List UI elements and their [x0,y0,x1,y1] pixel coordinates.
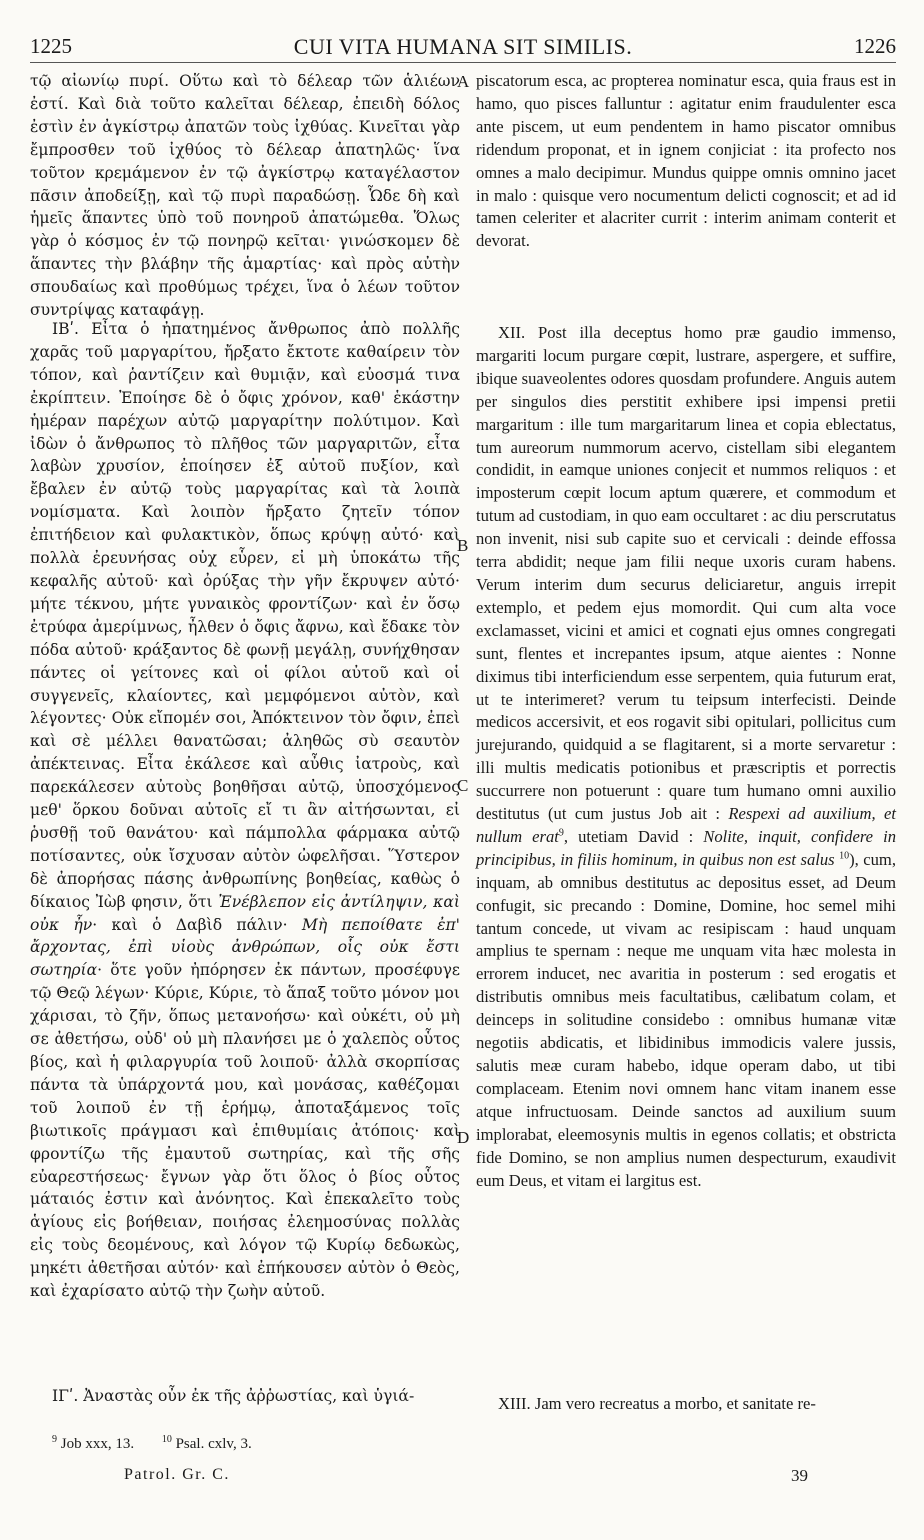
greek-paragraph-3: ΙΓʹ. Ἀναστὰς οὖν ἐκ τῆς ἀῤῥωστίας, καὶ ὑγιά- [52,1387,415,1405]
latin-quote-job: Respexi ad auxilium, et nullum erat [476,804,896,846]
greek-text: ΙΒʹ. Εἶτα ὁ ἠπατημένος ἄνθρωπος ἀπὸ πολλῆς χαρᾶς τοῦ μαργαρίτου, ἤρξατο ἔκτοτε καθαίρειν τὸν τόπον, καὶ ῥαντίζειν καὶ θυμιᾷν, καὶ εὐοσμά τινα ἐκρίπτειν. Ἐποίησε δὲ ὁ ὄφις χρόνον, καθ' ἑκάστην ἡμέραν παρέχων αὐτῷ μαργαρίτην πολύτιμον. Καὶ ἰδὼν ὁ ἄνθρωπος τὸ πλῆθος τῶν μαργαριτῶν, εἶτα λαβὼν χρυσίον, ἐποίησεν ἐξ αὐτοῦ πυξίον, καὶ ἔβαλεν ἐν αὐτῷ τοὺς μαργαρίτας καὶ τὰ λοιπὰ νομίσματα. Καὶ λοιπὸν ἤρξατο ζητεῖν τόπον ἐπιτήδειον καὶ φυλακτικὸν, ὅπως κρύψῃ αὐτό· καὶ πολλὰ ἐρευνήσας οὐχ εὗρεν, εἰ μὴ ὑποκάτω τῆς κεφαλῆς αὐτοῦ· καὶ ὀρύξας τὴν γῆν ἔκρυψεν αὐτό· μήτε τέκνου, μήτε γυναικὸς φροντίζων· καὶ ἐν ὅσῳ ἐτρύφα ἀμερίμνως, ἦλθεν ὁ ὄφις ἄφνω, καὶ ἔδακε τὸν πόδα αὐτοῦ· κράξαντος δὲ φωνῇ μεγάλῃ, συνήχθησαν πάντες οἱ γείτονες καὶ οἱ φίλοι αὐτοῦ καὶ οἱ συγγενεῖς, κλαίοντες, καὶ μεμφόμενοι αὐτὸν, καὶ λέγοντες· Οὐκ εἴπομέν σοι, Ἀπόκτεινον τὸν ὄφιν, ἐπεὶ καὶ σὲ μέλλει θανατῶσαι; ἀληθῶς σὺ σεαυτὸν ἀπέκτεινας. Εἶτα ἐκάλεσε καὶ αὖθις ἰατροὺς, καὶ παρεκάλεσεν αὐτοὺς βοηθῆσαι αὐτῷ, ὑποσχόμενος μεθ' ὅρκου δοῦναι αὐτοῖς εἴ τι ἂν αἰτήσωνται, εἰ ῥυσθῇ τοῦ θανάτου· καὶ πάμπολλα φάρμακα αὐτῷ ποτίσαντες, οὐκ ἴσχυσαν αὐτὸν ὠφελῆσαι. Ὕστερον δὲ ἀπορήσας πάσης ἀνθρωπίνης βοηθείας, καθὼς ὁ δίκαιος Ἰὼβ φησιν, ὅτι [30,320,460,911]
greek-quote-psalm: Μὴ πεποίθατε ἐπ' ἄρχοντας, ἐπὶ υἱοὺς ἀνθρώπων, οἷς οὐκ ἔστι σωτηρία [30,915,460,980]
footnote-9-mark: 9 [52,1434,57,1445]
latin-column-block-1 [476,70,896,253]
printer-signature: Patrol. Gr. C. [124,1466,230,1483]
right-column-number: 1226 [854,34,896,58]
header-rule [30,62,896,63]
latin-text: ), cum, inquam, ab omnibus destitutus ac depositus esset, ad Deum confugit, sic precando : Domine, Domine, hoc semel mihi tantum concede, ut vivam ac resipiscam : haud unquam amplius te spernam : neque me unquam vita hæc molesta in errorem inducet, nec avaritia in posterum : sed erogatis et distributis omnibus meis facultatibus, cælibatum colam, et deinceps in solitudine considebo : omnibus humanæ vitæ negotiis abdicatis, et libidinibus immodicis valere jussis, salutis meæ curam habebo, idque operam dabo, ut tibi complaceam. Etenim novi omnem hanc vitam inanem esse atque infructuosam. Deinde sanctos ad auxilium suum implorabat, eleemosynis multis in egenos collatis; et obstricta fide Domino, se non amplius numen despecturum, exaudivit eum Deus, et vitam ei largitus est. [476,849,896,1190]
greek-column-block-3 [30,1385,460,1408]
footnote-ref-10: 10 [839,850,850,862]
latin-column-block-3 [476,1393,896,1416]
greek-text: · ὅτε γοῦν ἠπόρησεν ἐκ πάντων, προσέφυγε τῷ Θεῷ λέγων· Κύριε, Κύριε, τὸ ἅπαξ τοῦτο μόνον μοι χάρισαι, τὸ ζῆν, ὅπως μετανοήσω· καὶ οὐκέτι, οὐ μὴ σε ἀθετήσω, οὐδ' οὐ μὴ πλανήσει με ὁ χαλεπὸς οὗτος βίος, καὶ ἡ φιλαργυρία τοῦ λοιποῦ· ἀλλὰ σκορπίσας πάντα τὰ ὑπάρχοντά μου, καὶ μονάσας, καθέζομαι τοῦ λοιποῦ ἐν τῇ ἐρήμῳ, ἀποταξάμενος τοῖς βιωτικοῖς πράγμασι καὶ ἐπιθυμίαις ἀτόποις· καὶ φροντίζω τῆς ἐμαυτοῦ σωτηρίας, καὶ τῆς σῆς εὐαρεστήσεως· ἔγνων γὰρ ὅτι ὅλος ὁ βίος οὗτος μάταιός ἐστιν καὶ ἀνόνητος. Καὶ ἐπεκαλεῖτο τοὺς ἁγίους εἰς βοήθειαν, ποιήσας ἐλεημοσύνας πολλὰς εἰς τοὺς δεομένους, καὶ λόγον τῷ Κυρίῳ δεδωκὼς, μηκέτι ἀθετῆσαι αὐτόν· καὶ ἐπήκουσεν αὐτὸν ὁ Θεὸς, καὶ ἐχαρίσατο αὐτῷ τὴν ζωὴν αὐτοῦ. [30,961,460,1301]
greek-column-block-2 [30,318,460,1303]
latin-column-block-2 [476,322,896,1192]
page-header [30,34,896,60]
greek-column-block-1 [30,70,460,322]
footnote-10-mark: 10 [161,1434,172,1445]
latin-quote-psalm: Nolite, inquit, confidere in principibus, in filiis hominum, in quibus non est salus [476,826,896,869]
greek-paragraph-2 [30,318,460,1303]
section-marker-a: A [457,72,470,91]
latin-paragraph-3: XIII. Jam vero recreatus a morbo, et sanitate re- [498,1394,816,1413]
page-number: 39 [791,1466,808,1485]
footnote-10 [162,1436,264,1452]
left-column-number: 1225 [30,34,72,58]
footnote-10-text: Psal. cxlv, 3. [175,1436,252,1452]
greek-quote-job: Ἐνέβλεπον εἰς ἀντίληψιν, καὶ οὐκ ἦν [30,892,461,934]
greek-text: · καὶ ὁ Δαβὶδ πάλιν· [92,915,288,934]
footnote-ref-9: 9 [558,827,564,839]
latin-paragraph-1: piscatorum esca, ac propterea nominatur esca, quia fraus est in hamo, quo pisces falluntur : agitatur enim fraudulenter esca ante piscem, ut eum pendentem in hamo piscator omnibus ridendum proponat, et in ignem conjiciat : ita profecto nos omnes a malo decipimur. Mundus quippe omnis omnino jacet in malo : quisque vero nocumentum delicti cognoscit; et ad id tamen celeriter et alacriter currit : interim animam conterit et devorat. [476,71,896,251]
section-marker-b: B [457,536,469,555]
latin-text: XII. Post illa deceptus homo præ gaudio immenso, margariti locum purgare cœpit, lustrare, aspergere, et suffire, ibique suaveolentes odores quosdam profundere. Anguis autem per singulos dies perstitit exhibere ipsi impensi pretii margaritum : ille tum margaritarum linea et copia eblectatus, tum aureorum nummorum acervo, cistellam sibi elegantem condidit, in eamque uniones conjecit et nummos reliquos : et imposterum cœpit locum aptum quærere, et commodum et tutum ad custodiam, in quo eam occultaret : ac diu perscrutatus non invenit, nisi sub capite suo et cervicali : deinde effossa terra abdidit; neque jam filii neque uxoris curam habens. Verum interim dum securus deliciaretur, anguis irrepit extemplo, et pedem ejus momordit. Qui cum alta voce exclamasset, vicini et amici et cognati ejus omnes congregati sunt, flentes et increpantes ipsum, atque aientes : Nonne diximus tibi interficiendum esse serpentem, quia futurum erat, ut te interimeret? verum tu teipsum interfecisti. Deinde medicos accersivit, et eos rogavit sibi opitulari, pollicitus cum jurejurando, quidquid a se flagitarent, si a morte servaretur : illi multis medicatis potionibus et præscriptis et porrectis succurrere non potuerunt : quare tum humano omni auxilio destitutus (ut cum justus Job ait : [476,323,896,824]
latin-text: , utetiam David : [563,826,694,846]
footnotes [52,1436,276,1453]
footnote-9-text: Job xxx, 13. [60,1436,135,1452]
footnote-9 [52,1436,146,1452]
running-title: CUI VITA HUMANA SIT SIMILIS. [293,34,633,59]
section-marker-d: D [457,1128,470,1147]
section-marker-c: C [457,776,469,795]
latin-paragraph-2 [476,322,896,1192]
greek-paragraph-1: τῷ αἰωνίῳ πυρί. Οὕτω καὶ τὸ δέλεαρ τῶν ἁλιέων ἐστί. Καὶ διὰ τοῦτο καλεῖται δέλεαρ, ἐπειδὴ δόλος ἐστὶν ἐν ἀγκίστρῳ ἀπατῶν τοὺς ἰχθύας. Κινεῖται γὰρ ἔμπροσθεν τοῦ ἰχθύος τὸ δέλεαρ ἀπατηλῶς· ἵνα τοῦτον κρεμάμενον ἐν τῷ ἀγκίστρῳ καταγέλαστον πᾶσιν ἀποδείξῃ, καὶ τῷ πυρὶ παραδώσῃ. Ὧδε δὴ καὶ ἡμεῖς ἅπαντες ὑπὸ τοῦ πονηροῦ ἀπατώμεθα. Ὅλως γὰρ ὁ κόσμος ἐν τῷ πονηρῷ κεῖται· γινώσκομεν δὲ ἅπαντες τὴν βλάβην τῆς ἁμαρτίας· καὶ πρὸς αὐτὴν σπουδαίως καὶ προθύμως τρέχει, ἵνα ὁ λέων τοῦτον συντρίψας καταφάγῃ. [30,72,460,320]
